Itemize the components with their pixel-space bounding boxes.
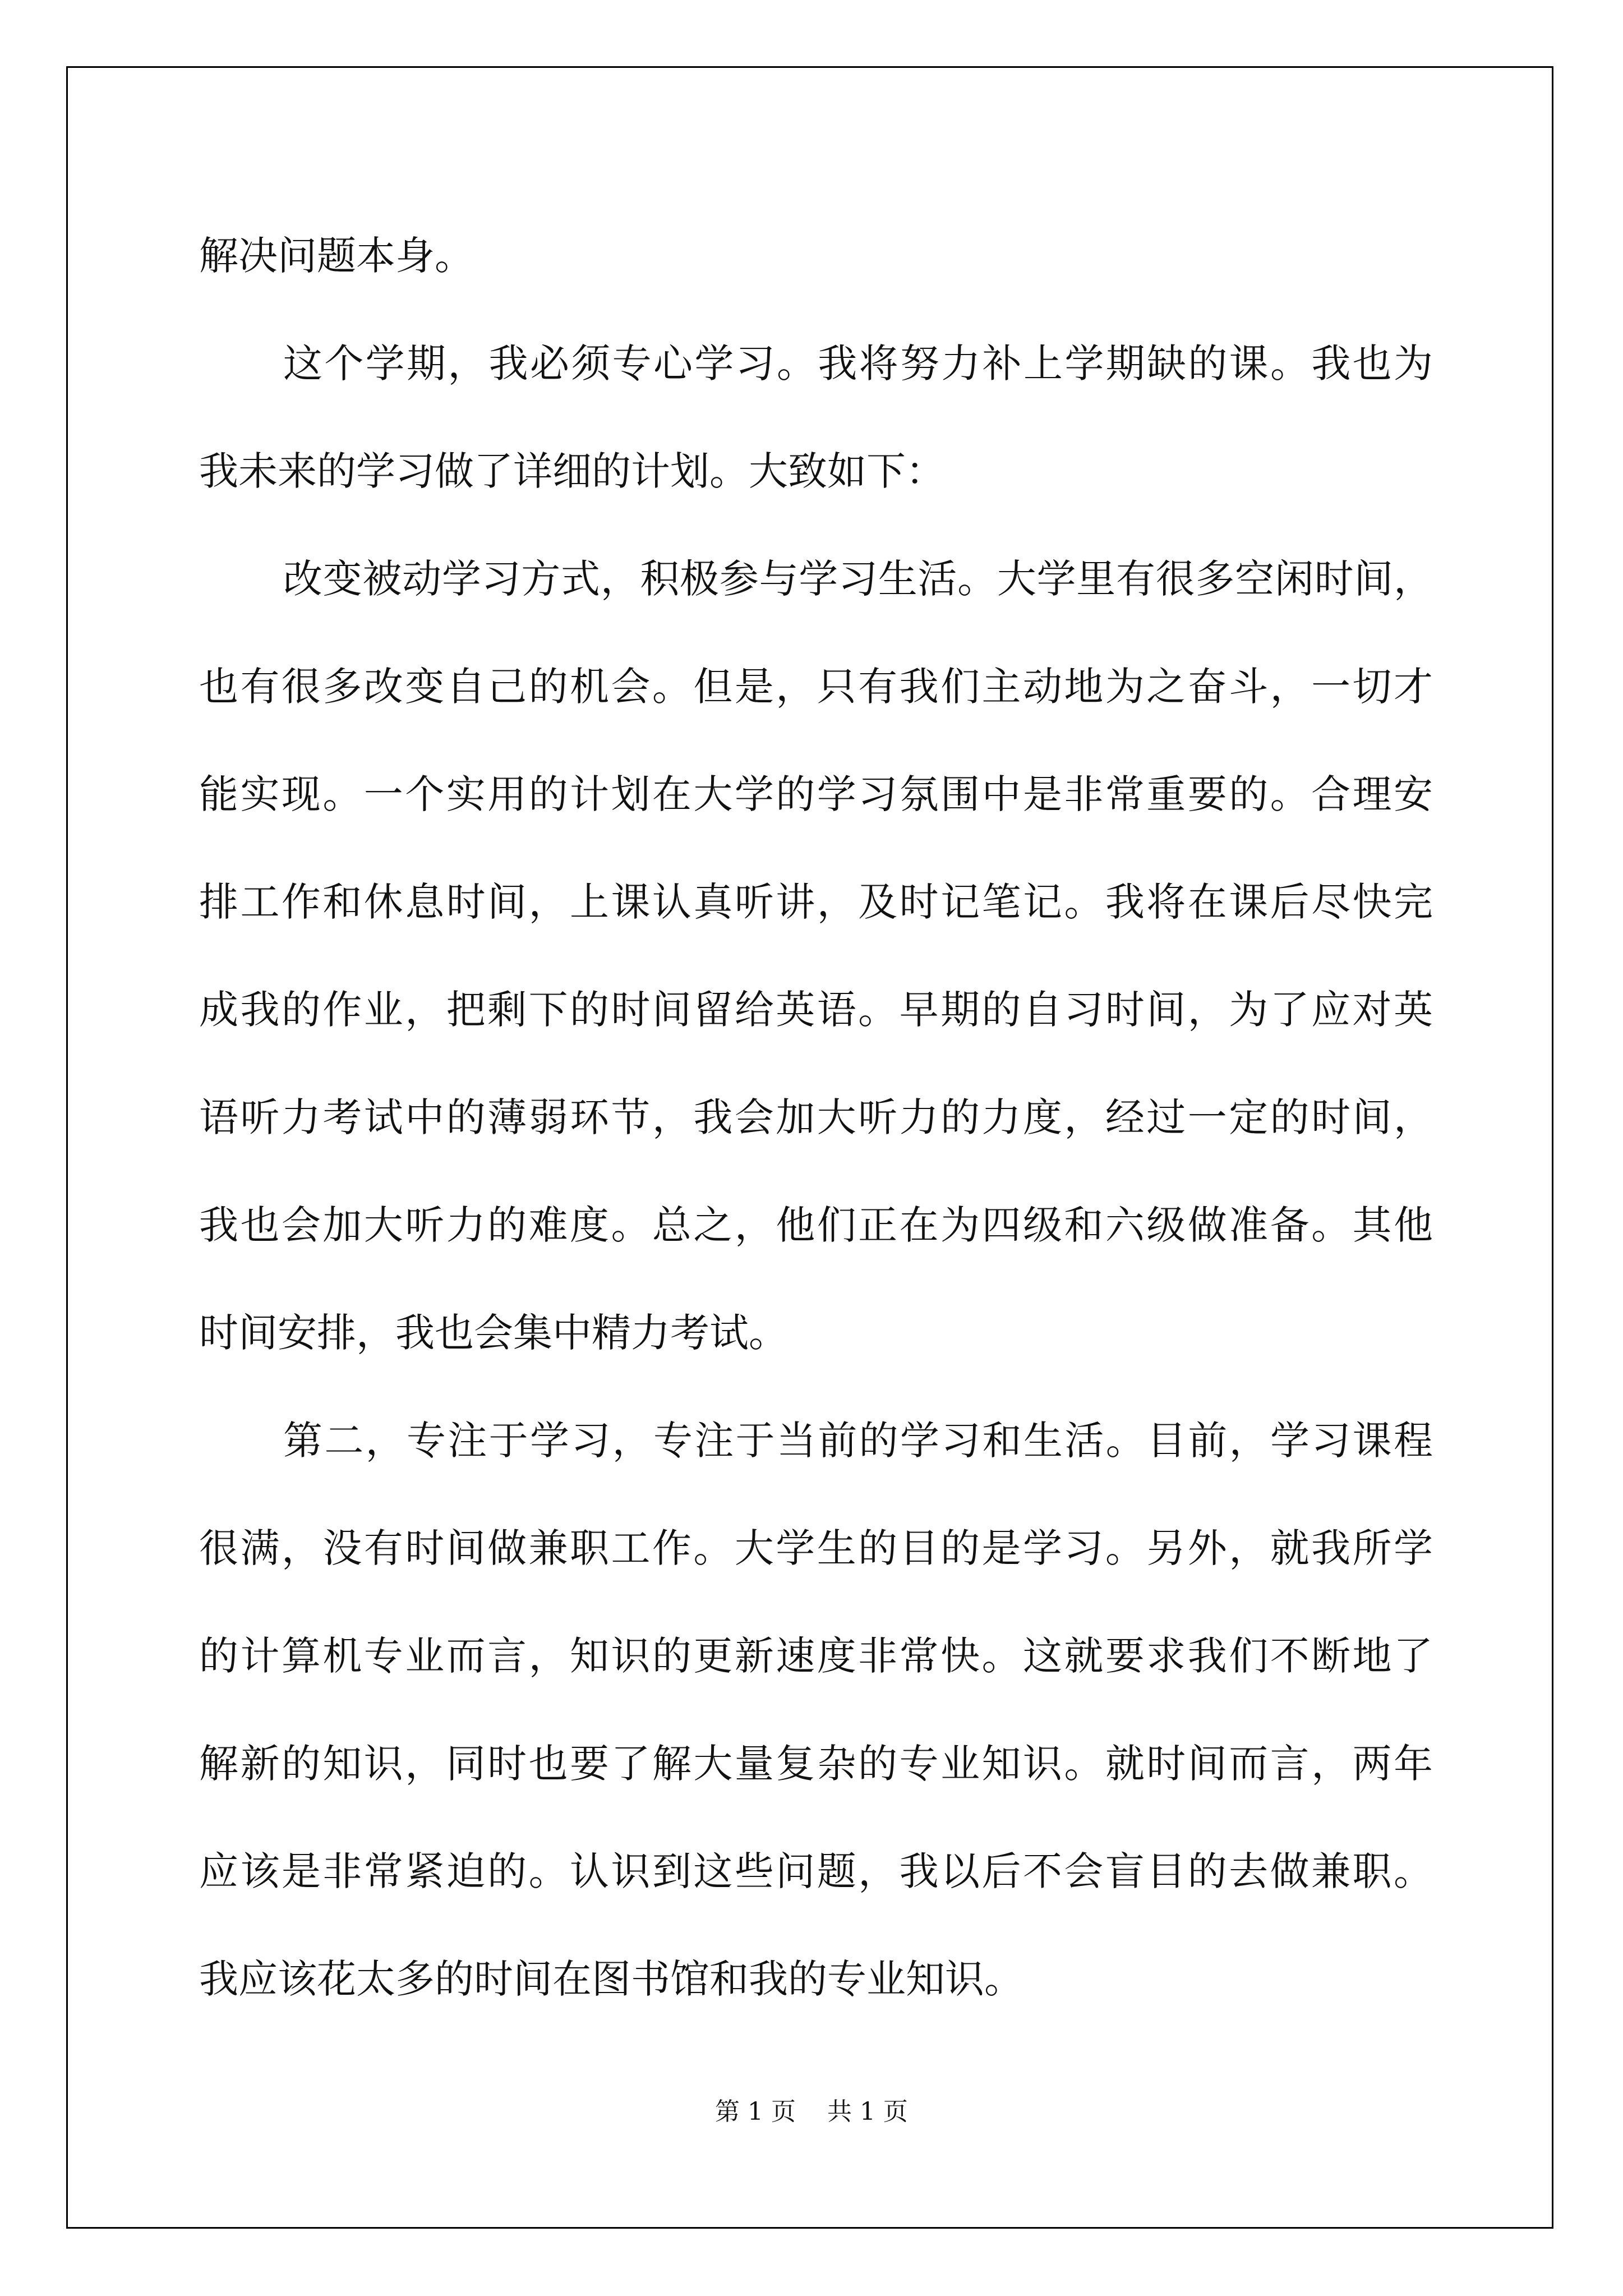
text-line: 的计算机专业而言，知识的更新速度非常快。这就要求我们不断地了 <box>199 1633 1433 1679</box>
text-line: 时间安排，我也会集中精力考试。 <box>199 1310 788 1356</box>
text-line: 我未来的学习做了详细的计划。大致如下： <box>199 448 945 494</box>
text-line: 也有很多改变自己的机会。但是，只有我们主动地为之奋斗，一切才 <box>199 664 1433 710</box>
text-line: 语听力考试中的薄弱环节，我会加大听力的力度，经过一定的时间， <box>199 1094 1433 1140</box>
text-line: 解决问题本身。 <box>199 233 474 279</box>
text-line: 应该是非常紧迫的。认识到这些问题，我以后不会盲目的去做兼职。 <box>199 1848 1433 1894</box>
text-line: 第二，专注于学习，专注于当前的学习和生活。目前，学习课程 <box>283 1418 1433 1464</box>
text-line: 我应该花太多的时间在图书馆和我的专业知识。 <box>199 1956 1023 2002</box>
text-line: 这个学期，我必须专心学习。我将努力补上学期缺的课。我也为 <box>283 341 1433 386</box>
text-line: 排工作和休息时间，上课认真听讲，及时记笔记。我将在课后尽快完 <box>199 879 1433 925</box>
text-line: 改变被动学习方式，积极参与学习生活。大学里有很多空闲时间， <box>283 556 1433 602</box>
text-line: 我也会加大听力的难度。总之，他们正在为四级和六级做准备。其他 <box>199 1202 1433 1248</box>
page-footer: 第 1 页 共 1 页 <box>715 2097 908 2126</box>
text-line: 能实现。一个实用的计划在大学的学习氛围中是非常重要的。合理安 <box>199 771 1433 817</box>
text-line: 很满，没有时间做兼职工作。大学生的目的是学习。另外，就我所学 <box>199 1525 1433 1571</box>
text-line: 成我的作业，把剩下的时间留给英语。早期的自习时间，为了应对英 <box>199 987 1433 1033</box>
document-body <box>199 202 1433 2033</box>
text-line: 解新的知识，同时也要了解大量复杂的专业知识。就时间而言，两年 <box>199 1741 1433 1787</box>
